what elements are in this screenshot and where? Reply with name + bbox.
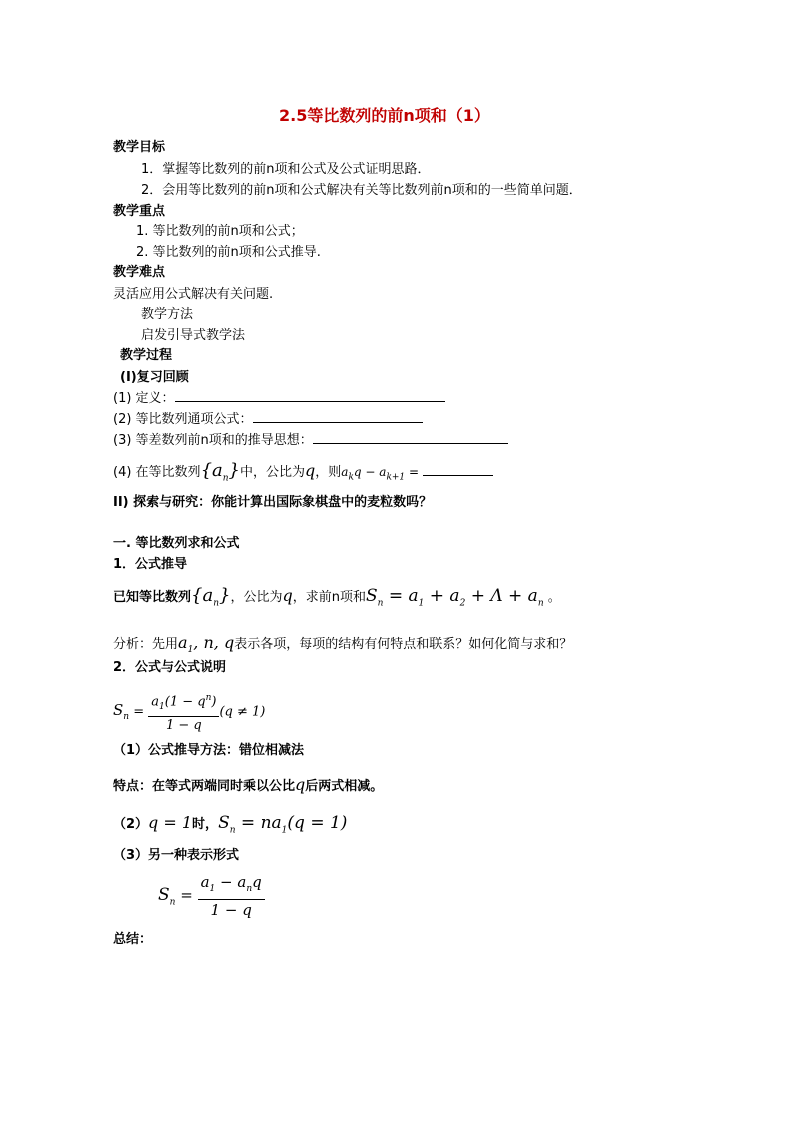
symbols-a1-n-q: $a_1$, n, q <box>178 633 235 656</box>
answer-blank-2[interactable] <box>253 410 423 423</box>
difficulty-text: 灵活应用公式解决有关问题. <box>113 287 274 302</box>
process-heading: 教学过程 <box>120 348 173 363</box>
ratio-q: q <box>305 461 316 480</box>
analysis-post: 表示各项，每项的结构有何特点和联系？如何化简与求和？ <box>234 637 573 652</box>
review-q2 <box>113 410 423 429</box>
keypoint-item-1: 1. 等比数列的前n项和公式； <box>136 224 304 239</box>
ratio-q-2: q <box>282 586 293 605</box>
objective-item-2: 2．会用等比数列的前n项和公式解决有关等比数列前n项和的一些简单问题． <box>141 183 582 198</box>
objective-item-1: 1．掌握等比数列的前n项和公式及公式证明思路． <box>141 162 431 177</box>
sum-formula-main: $S_n$ = $\frac{a_1(1 - q^n)}{1 - q}$ (q ≠ 1) <box>113 690 265 734</box>
case2-formula: $S_n = na_1(q = 1)$ <box>218 813 348 836</box>
answer-blank-3[interactable] <box>313 431 508 444</box>
explore-line: II) 探索与研究：你能计算出国际象棋盘中的麦粒数吗？ <box>113 495 433 510</box>
review-heading: (I)复习回顾 <box>120 370 189 385</box>
feature-line <box>113 776 383 796</box>
case3-label: （3）另一种表示形式 <box>113 848 240 863</box>
review-q3-label: (3) 等差数列前n项和的推导思想： <box>113 433 313 448</box>
sequence-symbol-2: $\{a_n\}$ <box>191 585 231 609</box>
expr-akq: $a_kq - a_{k+1}$ = <box>341 465 423 483</box>
case2-condition: q = 1 <box>148 813 193 832</box>
answer-blank-1[interactable] <box>175 389 445 402</box>
review-q1-label: (1) 定义： <box>113 391 175 406</box>
review-q4-post: ，则 <box>315 465 342 480</box>
known-pre: 已知等比数列 <box>113 590 192 605</box>
section1-sub2: 2．公式与公式说明 <box>113 660 227 675</box>
summary-label: 总结： <box>113 932 153 947</box>
analysis-line <box>113 634 572 659</box>
ratio-q-3: q <box>295 775 306 794</box>
method-label: （1）公式推导方法：错位相减法 <box>113 743 305 758</box>
keypoints-heading: 教学重点 <box>113 204 166 219</box>
objectives-heading: 教学目标 <box>113 140 166 155</box>
section1-heading: 一. 等比数列求和公式 <box>113 536 240 551</box>
known-mid: ，公比为 <box>230 590 283 605</box>
answer-blank-4[interactable] <box>423 463 493 476</box>
keypoint-item-2: 2. 等比数列的前n项和公式推导. <box>136 245 321 260</box>
known-line: 已知等比数列$\{a_n\}$，公比为q，求前n项和$S_n = a_1 + a_2 + \Lambda + a_n$ 。 <box>113 585 561 609</box>
case2-mid: 时， <box>192 817 219 832</box>
sum-formula-alt: $S_n$ = $\frac{a_1 - a_nq}{1 - q}$ <box>158 873 265 919</box>
case2-label: （2） <box>113 817 149 832</box>
review-q3 <box>113 431 508 450</box>
method-text: 启发引导式教学法 <box>141 328 246 343</box>
feature-post: 后两式相减。 <box>305 779 384 794</box>
known-post: ，求前n项和 <box>292 590 366 605</box>
review-q4-pre: (4) 在等比数列 <box>113 465 201 480</box>
case2-line <box>113 814 347 839</box>
method-heading: 教学方法 <box>141 307 194 322</box>
review-q4 <box>113 462 493 488</box>
section1-sub1: 1．公式推导 <box>113 557 188 572</box>
review-q1 <box>113 389 445 408</box>
sequence-symbol: $\{a_n\}$ <box>200 460 240 484</box>
review-q4-mid: 中，公比为 <box>240 465 306 480</box>
page-title: 2.5等比数列的前n项和（1） <box>279 106 490 125</box>
analysis-pre: 分析：先用 <box>113 637 179 652</box>
review-q2-label: (2) 等比数列通项公式： <box>113 412 253 427</box>
feature-text: 特点：在等式两端同时乘以公比 <box>113 779 296 794</box>
sum-formula-def: $S_n = a_1 + a_2 + \Lambda + a_n$ <box>365 586 544 609</box>
difficulty-heading: 教学难点 <box>113 265 166 280</box>
